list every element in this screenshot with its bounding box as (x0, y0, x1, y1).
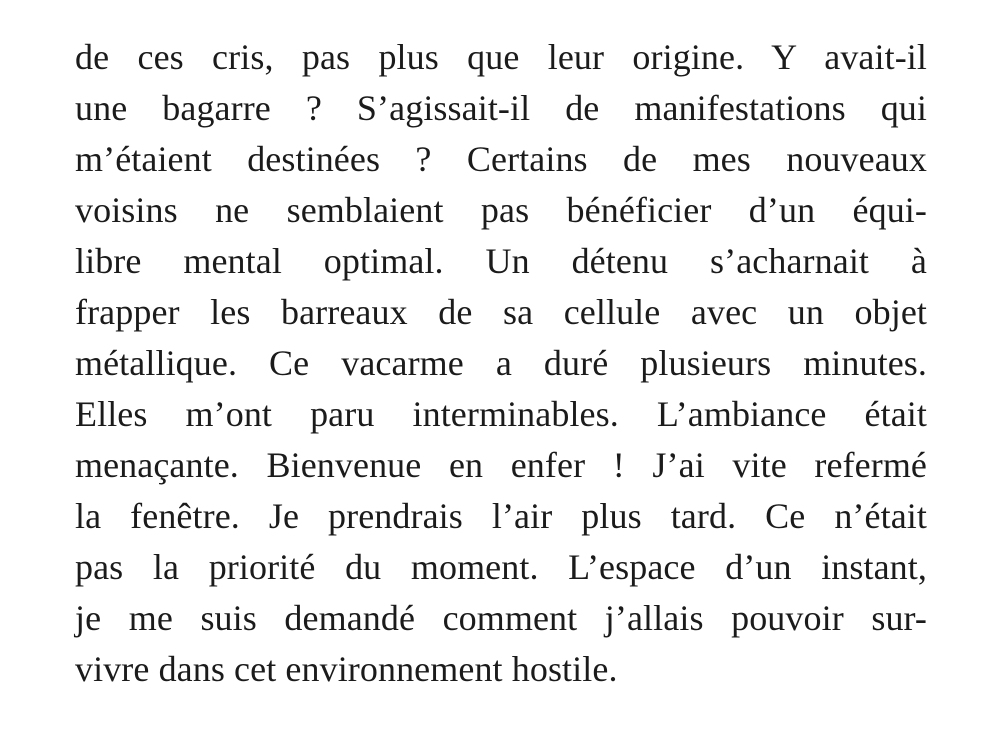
text-line-5: libre mental optimal. Un détenu s’acharnait à (75, 241, 927, 281)
text-line-1: de ces cris, pas plus que leur origine. Y avait-il (75, 37, 927, 77)
text-line-13: vivre dans cet environnement hostile. (75, 649, 618, 689)
book-page-text-block (75, 32, 927, 695)
text-line-10: la fenêtre. Je prendrais l’air plus tard. Ce n’était (75, 496, 927, 536)
text-line-3: m’étaient destinées ? Certains de mes nouveaux (75, 139, 927, 179)
text-line-8: Elles m’ont paru interminables. L’ambiance était (75, 394, 927, 434)
text-line-7: métallique. Ce vacarme a duré plusieurs minutes. (75, 343, 927, 383)
text-line-9: menaçante. Bienvenue en enfer ! J’ai vite refermé (75, 445, 927, 485)
text-line-11: pas la priorité du moment. L’espace d’un instant, (75, 547, 927, 587)
text-line-12: je me suis demandé comment j’allais pouvoir sur- (75, 598, 927, 638)
text-line-2: une bagarre ? S’agissait-il de manifestations qui (75, 88, 927, 128)
text-line-6: frapper les barreaux de sa cellule avec un objet (75, 292, 927, 332)
text-line-4: voisins ne semblaient pas bénéficier d’un équi- (75, 190, 927, 230)
